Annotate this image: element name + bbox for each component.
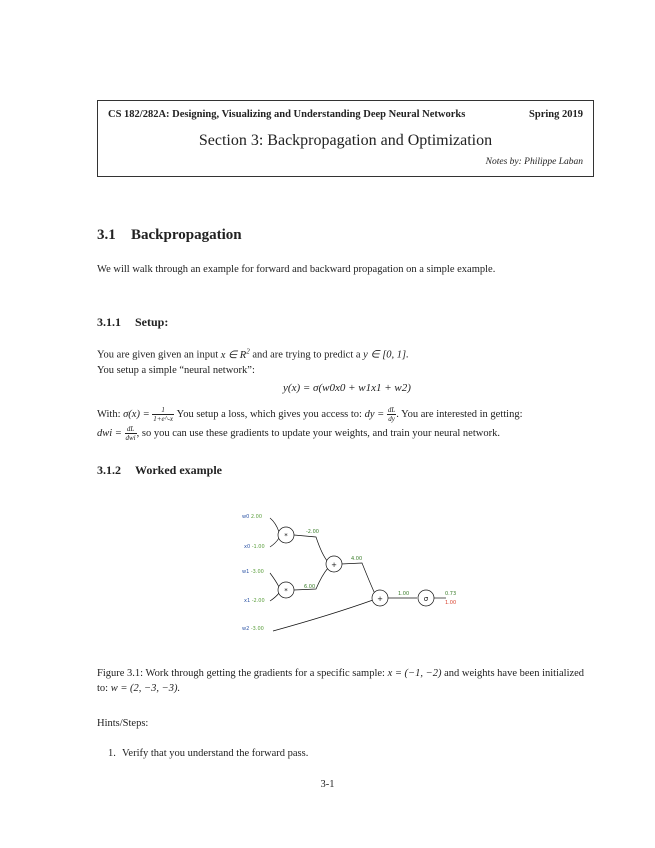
dy-fraction — [387, 406, 396, 423]
fraction-numerator: dL — [387, 406, 396, 415]
computation-graph — [236, 505, 476, 640]
output-value: 0.73 — [445, 591, 457, 597]
course-title: CS 182/282A: Designing, Visualizing and Understanding Deep Neural Networks — [108, 109, 466, 120]
dw-fraction — [125, 425, 137, 442]
fraction-denominator: 1+e^-x — [153, 415, 174, 424]
text-fragment: With: — [97, 409, 124, 420]
edge-x0-mul — [270, 538, 279, 547]
input-value: -3.00 — [250, 626, 264, 632]
intro-paragraph: We will walk through an example for forward and backward propagation on a simple example. — [97, 264, 496, 275]
sigma-fraction — [152, 406, 174, 423]
fraction-numerator: dL — [125, 425, 137, 434]
intermediate-value: 1.00 — [398, 591, 410, 597]
math-dw: dwi = — [97, 428, 125, 439]
math-output-range: y ∈ [0, 1]. — [363, 349, 409, 361]
input-value: 2.00 — [250, 514, 263, 520]
section-title: Backpropagation — [131, 227, 242, 243]
caption-text: and weights have been initialized to: — [97, 668, 585, 694]
step-number: 1. — [108, 748, 116, 759]
text-fragment: and are trying to predict a — [249, 349, 364, 361]
page-number: 3-1 — [320, 779, 335, 790]
notes-author: Notes by: Philippe Laban — [485, 157, 583, 167]
section-heading — [97, 227, 242, 244]
intermediate-value: 6.00 — [304, 584, 316, 590]
op-label: + — [331, 561, 337, 569]
header-box — [97, 100, 594, 177]
input-value: -1.00 — [251, 544, 265, 550]
input-name: w1 — [242, 569, 250, 575]
section-number: 3.1 — [97, 227, 116, 243]
text-fragment: . You are interested in getting: — [396, 409, 523, 420]
caption-sample: x = (−1, −2) — [387, 668, 442, 679]
math-fragment: x ∈ R — [220, 349, 247, 361]
edge-x1-mul — [270, 593, 279, 601]
input-name: x0 — [244, 544, 251, 550]
fraction-denominator: dy — [388, 415, 395, 424]
setup-paragraph — [97, 344, 597, 378]
fraction-denominator: dwi — [125, 434, 136, 443]
input-name: w2 — [242, 626, 250, 632]
edge-add-add — [341, 563, 375, 594]
math-sigma-def: σ(x) = — [123, 409, 153, 420]
subsection-number: 3.1.2 — [97, 463, 121, 477]
subsection-heading-worked — [97, 463, 222, 478]
subsection-title: Worked example — [135, 463, 222, 477]
op-label: * — [284, 587, 288, 595]
term-label: Spring 2019 — [529, 109, 583, 120]
output-gradient: 1.00 — [445, 600, 457, 606]
op-label: + — [377, 595, 383, 603]
text-fragment: , so you can use these gradients to update your weights, and train your neural network. — [136, 428, 500, 439]
text-fragment: You are given given an input — [97, 349, 221, 361]
label-w0 — [242, 514, 262, 520]
intermediate-value: -2.00 — [306, 529, 319, 535]
op-label: σ — [423, 595, 429, 603]
math-dy: dy = — [364, 409, 387, 420]
label-x1 — [244, 598, 265, 604]
input-name: x1 — [244, 598, 251, 604]
edge-mul0-add — [294, 535, 328, 562]
math-superscript: 2 — [246, 347, 250, 355]
fraction-numerator: 1 — [152, 406, 174, 415]
loss-paragraph — [97, 405, 597, 443]
edge-w2-add — [273, 600, 373, 631]
input-value: -3.00 — [250, 569, 264, 575]
label-w1 — [242, 569, 264, 575]
network-equation: y(x) = σ(w0x0 + w1x1 + w2) — [283, 382, 411, 394]
step-item — [108, 746, 608, 761]
caption-text: Figure 3.1: Work through getting the gradients for a specific sample: — [97, 668, 388, 679]
op-label: * — [284, 532, 288, 540]
subsection-title: Setup: — [135, 315, 169, 329]
edge-w1-mul — [270, 573, 279, 587]
edge-w0-mul — [270, 518, 279, 532]
intermediate-value: 4.00 — [351, 556, 363, 562]
label-w2 — [242, 626, 264, 632]
hints-label: Hints/Steps: — [97, 718, 149, 729]
subsection-number: 3.1.1 — [97, 315, 121, 329]
label-x0 — [244, 544, 265, 550]
input-value: -2.00 — [251, 598, 265, 604]
step-text: Verify that you understand the forward pass. — [122, 748, 309, 759]
figure-caption — [97, 666, 597, 696]
input-name: w0 — [242, 514, 250, 520]
caption-weights: w = (2, −3, −3). — [110, 683, 181, 694]
text-fragment: You setup a simple “neural network”: — [97, 364, 255, 376]
page-title: Section 3: Backpropagation and Optimization — [198, 132, 493, 149]
math-input-space — [220, 347, 250, 361]
text-fragment: You setup a loss, which gives you access to: — [174, 409, 365, 420]
subsection-heading-setup — [97, 315, 168, 330]
